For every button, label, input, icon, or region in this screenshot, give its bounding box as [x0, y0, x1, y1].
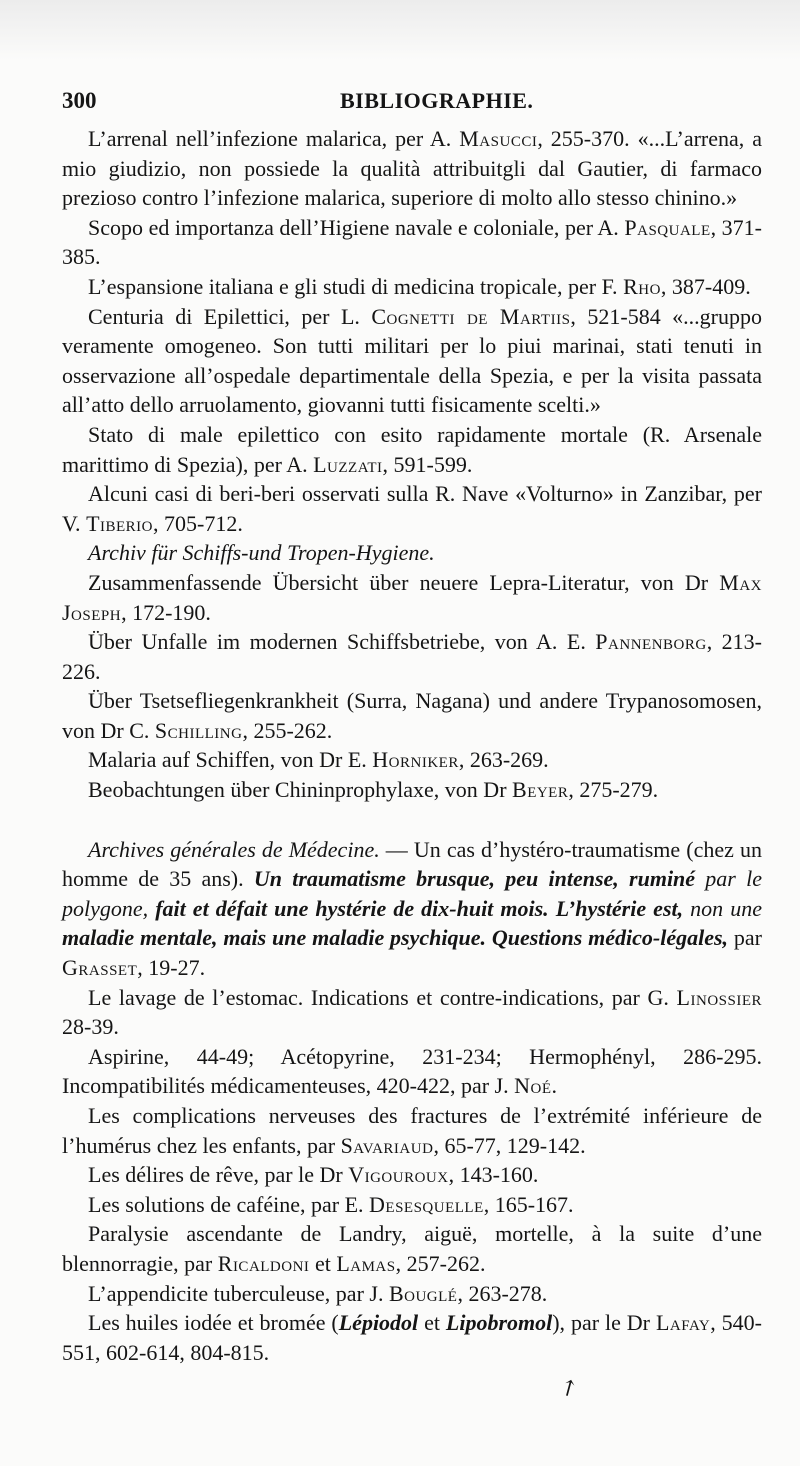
- journal-title-archiv: Archiv für Schiffs-und Tropen-Hygiene.: [88, 540, 435, 566]
- author-name: Vigouroux: [348, 1162, 449, 1188]
- author-name: Cognetti de Martiis: [371, 303, 571, 329]
- author-name: Lamas: [336, 1250, 396, 1276]
- author-name: Schilling: [154, 717, 243, 743]
- author-name: Max Joseph: [62, 569, 762, 625]
- entry-vigouroux: Les délires de rêve, par le Dr Vigouroux, 143-160.: [88, 1162, 539, 1188]
- author-name: Pasquale: [624, 214, 711, 240]
- entry-luzzati: Stato di male epilettico con esito rapidamente mortale (R. Arsenale marittimo di Spezia), per A. Luzzati, 591-599.: [62, 421, 762, 477]
- entry-beyer: Beobachtungen über Chininprophylaxe, von Dr Beyer, 275-279.: [88, 777, 659, 803]
- author-name: Desesquelle: [369, 1191, 484, 1217]
- author-name: Lafay: [655, 1310, 711, 1336]
- entry-desesquelle: Les solutions de caféine, par E. Desesquelle, 165-167.: [88, 1191, 574, 1217]
- entry-ricaldoni: Paralysie ascendante de Landry, aiguë, mortelle, à la suite d’une blennorragie, par Ricaldoni et Lamas, 257-262.: [62, 1221, 762, 1276]
- author-name: Horniker: [372, 747, 459, 773]
- author-name: Pannenborg: [595, 629, 707, 655]
- running-title: BIBLIOGRAPHIE.: [340, 88, 534, 113]
- author-name: Rho: [623, 273, 661, 299]
- author-name: Grasset: [62, 955, 138, 981]
- entry-grasset: Archives générales de Médecine. — Un cas d’hystéro-traumatisme (chez un homme de 35 ans). Un traumatisme brusque, peu intense, ruminé par le polygone, fait et défait une hystérie de dix-huit mois. L’hystérie est, non une maladie mentale, mais une maladie psychique. Questions médico-légales, par Grasset, 19-27.: [62, 836, 763, 981]
- author-name: Tiberio: [86, 510, 153, 536]
- entry-tiberio: Alcuni casi di beri-beri osservati sulla R. Nave «Volturno» in Zanzibar, per V. Tiberio, 705-712.: [62, 481, 762, 536]
- entry-linossier: Le lavage de l’estomac. Indications et contre-indications, par G. Linossier 28-39.: [62, 984, 762, 1040]
- page-number: 300: [62, 88, 97, 113]
- section-gap: [62, 805, 762, 835]
- author-name: Noé: [514, 1073, 552, 1099]
- author-name: Ricaldoni: [217, 1250, 310, 1276]
- entry-noe: Aspirine, 44-49; Acétopyrine, 231-234; Hermophényl, 286-295. Incompatibilités médicamenteuses, 420-422, par J. Noé.: [62, 1043, 762, 1099]
- entry-masucci: L’arrenal nell’infezione malarica, per A. Masucci, 255-370. «...L’arrena, a mio giudizio, non possiede la qualità attribuitgli dal Gautier, di farmaco prezioso contro l’infezione malarica, superiore di molto allo stesso chinino.»: [62, 126, 762, 211]
- entry-pannenborg: Über Unfalle im modernen Schiffsbetriebe, von A. E. Pannenborg, 213-226.: [62, 629, 762, 684]
- author-name: Linossier: [676, 984, 762, 1010]
- pencil-mark: ↗: [554, 1373, 584, 1404]
- author-name: Savariaud: [340, 1132, 434, 1158]
- author-name: Luzzati: [313, 451, 383, 477]
- entry-horniker: Malaria auf Schiffen, von Dr E. Horniker, 263-269.: [88, 747, 549, 773]
- author-name: Masucci: [459, 126, 538, 151]
- entry-joseph: Zusammenfassende Übersicht über neuere Lepra-Literatur, von Dr Max Joseph, 172-190.: [62, 569, 762, 625]
- journal-title-archives: Archives générales de Médecine.: [88, 836, 380, 862]
- entry-lafay: Les huiles iodée et bromée (Lépiodol et Lipobromol), par le Dr Lafay, 540-551, 602-614, 804-815.: [62, 1310, 762, 1365]
- bibliography-body: [62, 124, 762, 1367]
- author-name: Beyer: [512, 777, 569, 803]
- entry-schilling: Über Tsetsefliegenkrankheit (Surra, Nagana) und andere Trypanosomosen, von Dr C. Schilling, 255-262.: [62, 688, 762, 743]
- entry-cognetti: Centuria di Epilettici, per L. Cognetti de Martiis, 521-584 «...gruppo veramente omogeneo. Son tutti militari per lo piui marinai, stati tenuti in osservazione all’ospedale departimentale della Spezia, e per la visita passata all’atto dello arruolamento, giovanni tutti fisicamente scelti.»: [62, 303, 762, 418]
- entry-bougle: L’appendicite tuberculeuse, par J. Bouglé, 263-278.: [88, 1280, 548, 1306]
- scan-top-edge: [0, 0, 800, 60]
- entry-pasquale: Scopo ed importanza dell’Higiene navale e coloniale, per A. Pasquale, 371-385.: [62, 214, 763, 270]
- author-name: Bouglé: [388, 1280, 458, 1306]
- entry-rho: L’espansione italiana e gli studi di medicina tropicale, per F. Rho, 387-409.: [88, 273, 751, 299]
- entry-savariaud: Les complications nerveuses des fractures de l’extrémité inférieure de l’humérus chez les enfants, par Savariaud, 65-77, 129-142.: [62, 1103, 762, 1158]
